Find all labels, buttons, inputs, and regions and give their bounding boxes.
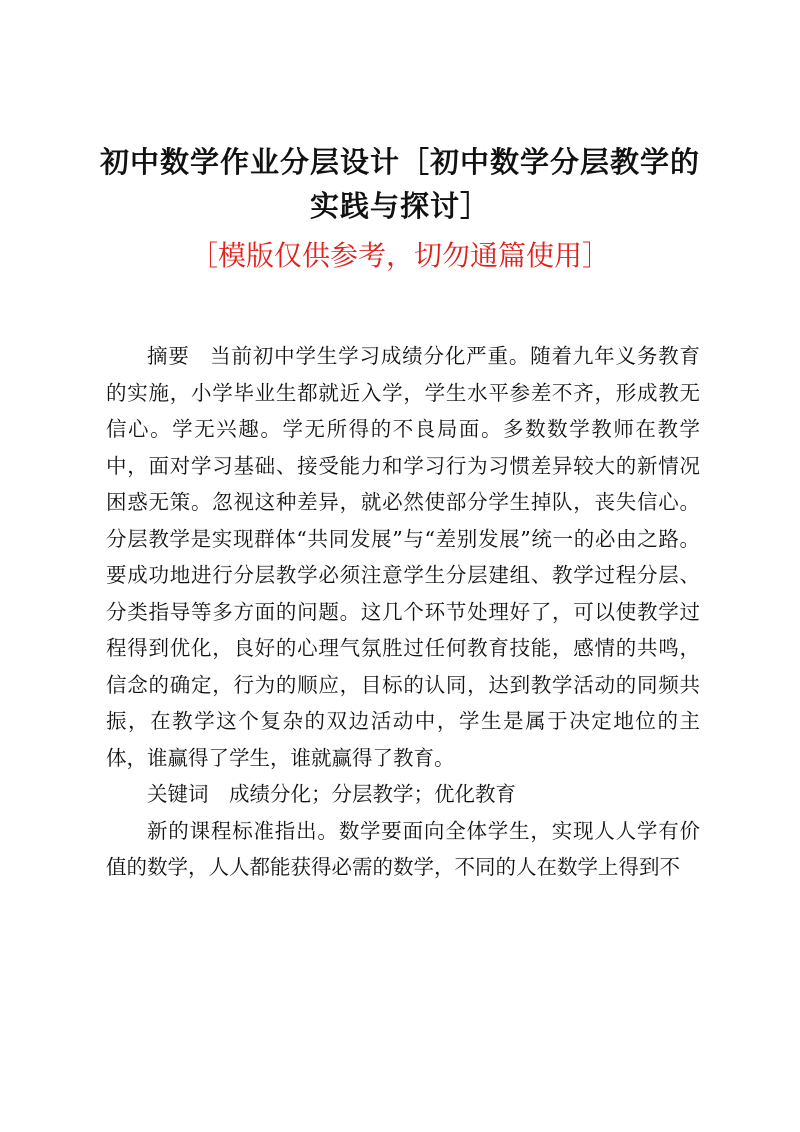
abstract-paragraph bbox=[106, 338, 700, 776]
title-line-1: 初中数学作业分层设计［初中数学分层教学的 bbox=[100, 145, 701, 179]
abstract-text: 当前初中学生学习成绩分化严重。随着九年义务教育的实施，小学毕业生都就近入学，学生水平参差不齐，形成教无信心。学无兴趣。学无所得的不良局面。多数数学教师在教学中，面对学习基础、接受能力和学习行为习惯差异较大的新情况困惑无策。忽视这种差异，就必然使部分学生掉队，丧失信心。分层教学是实现群体“共同发展”与“差别发展”统一的必由之路。要成功地进行分层教学必须注意学生分层建组、教学过程分层、分类指导等多方面的问题。这几个环节处理好了，可以使教学过程得到优化，良好的心理气氛胜过任何教育技能，感情的共鸣，信念的确定，行为的顺应，目标的认同，达到教学活动的同频共振，在教学这个复杂的双边活动中，学生是属于决定地位的主体，谁赢得了学生，谁就赢得了教育。 bbox=[106, 344, 701, 770]
abstract-label: 摘要 bbox=[147, 344, 190, 368]
template-disclaimer: ［模版仅供参考，切勿通篇使用］ bbox=[189, 239, 610, 272]
document-title bbox=[100, 140, 700, 228]
keywords-text: 成绩分化；分层教学；优化教育 bbox=[229, 782, 516, 806]
title-line-2: 实践与探讨］ bbox=[309, 189, 490, 223]
document-body bbox=[106, 338, 700, 886]
keywords-paragraph bbox=[106, 776, 700, 813]
body-paragraph: 新的课程标准指出。数学要面向全体学生，实现人人学有价值的数学，人人都能获得必需的数学，不同的人在数学上得到不 bbox=[106, 818, 700, 879]
keywords-label: 关键词 bbox=[147, 782, 209, 806]
